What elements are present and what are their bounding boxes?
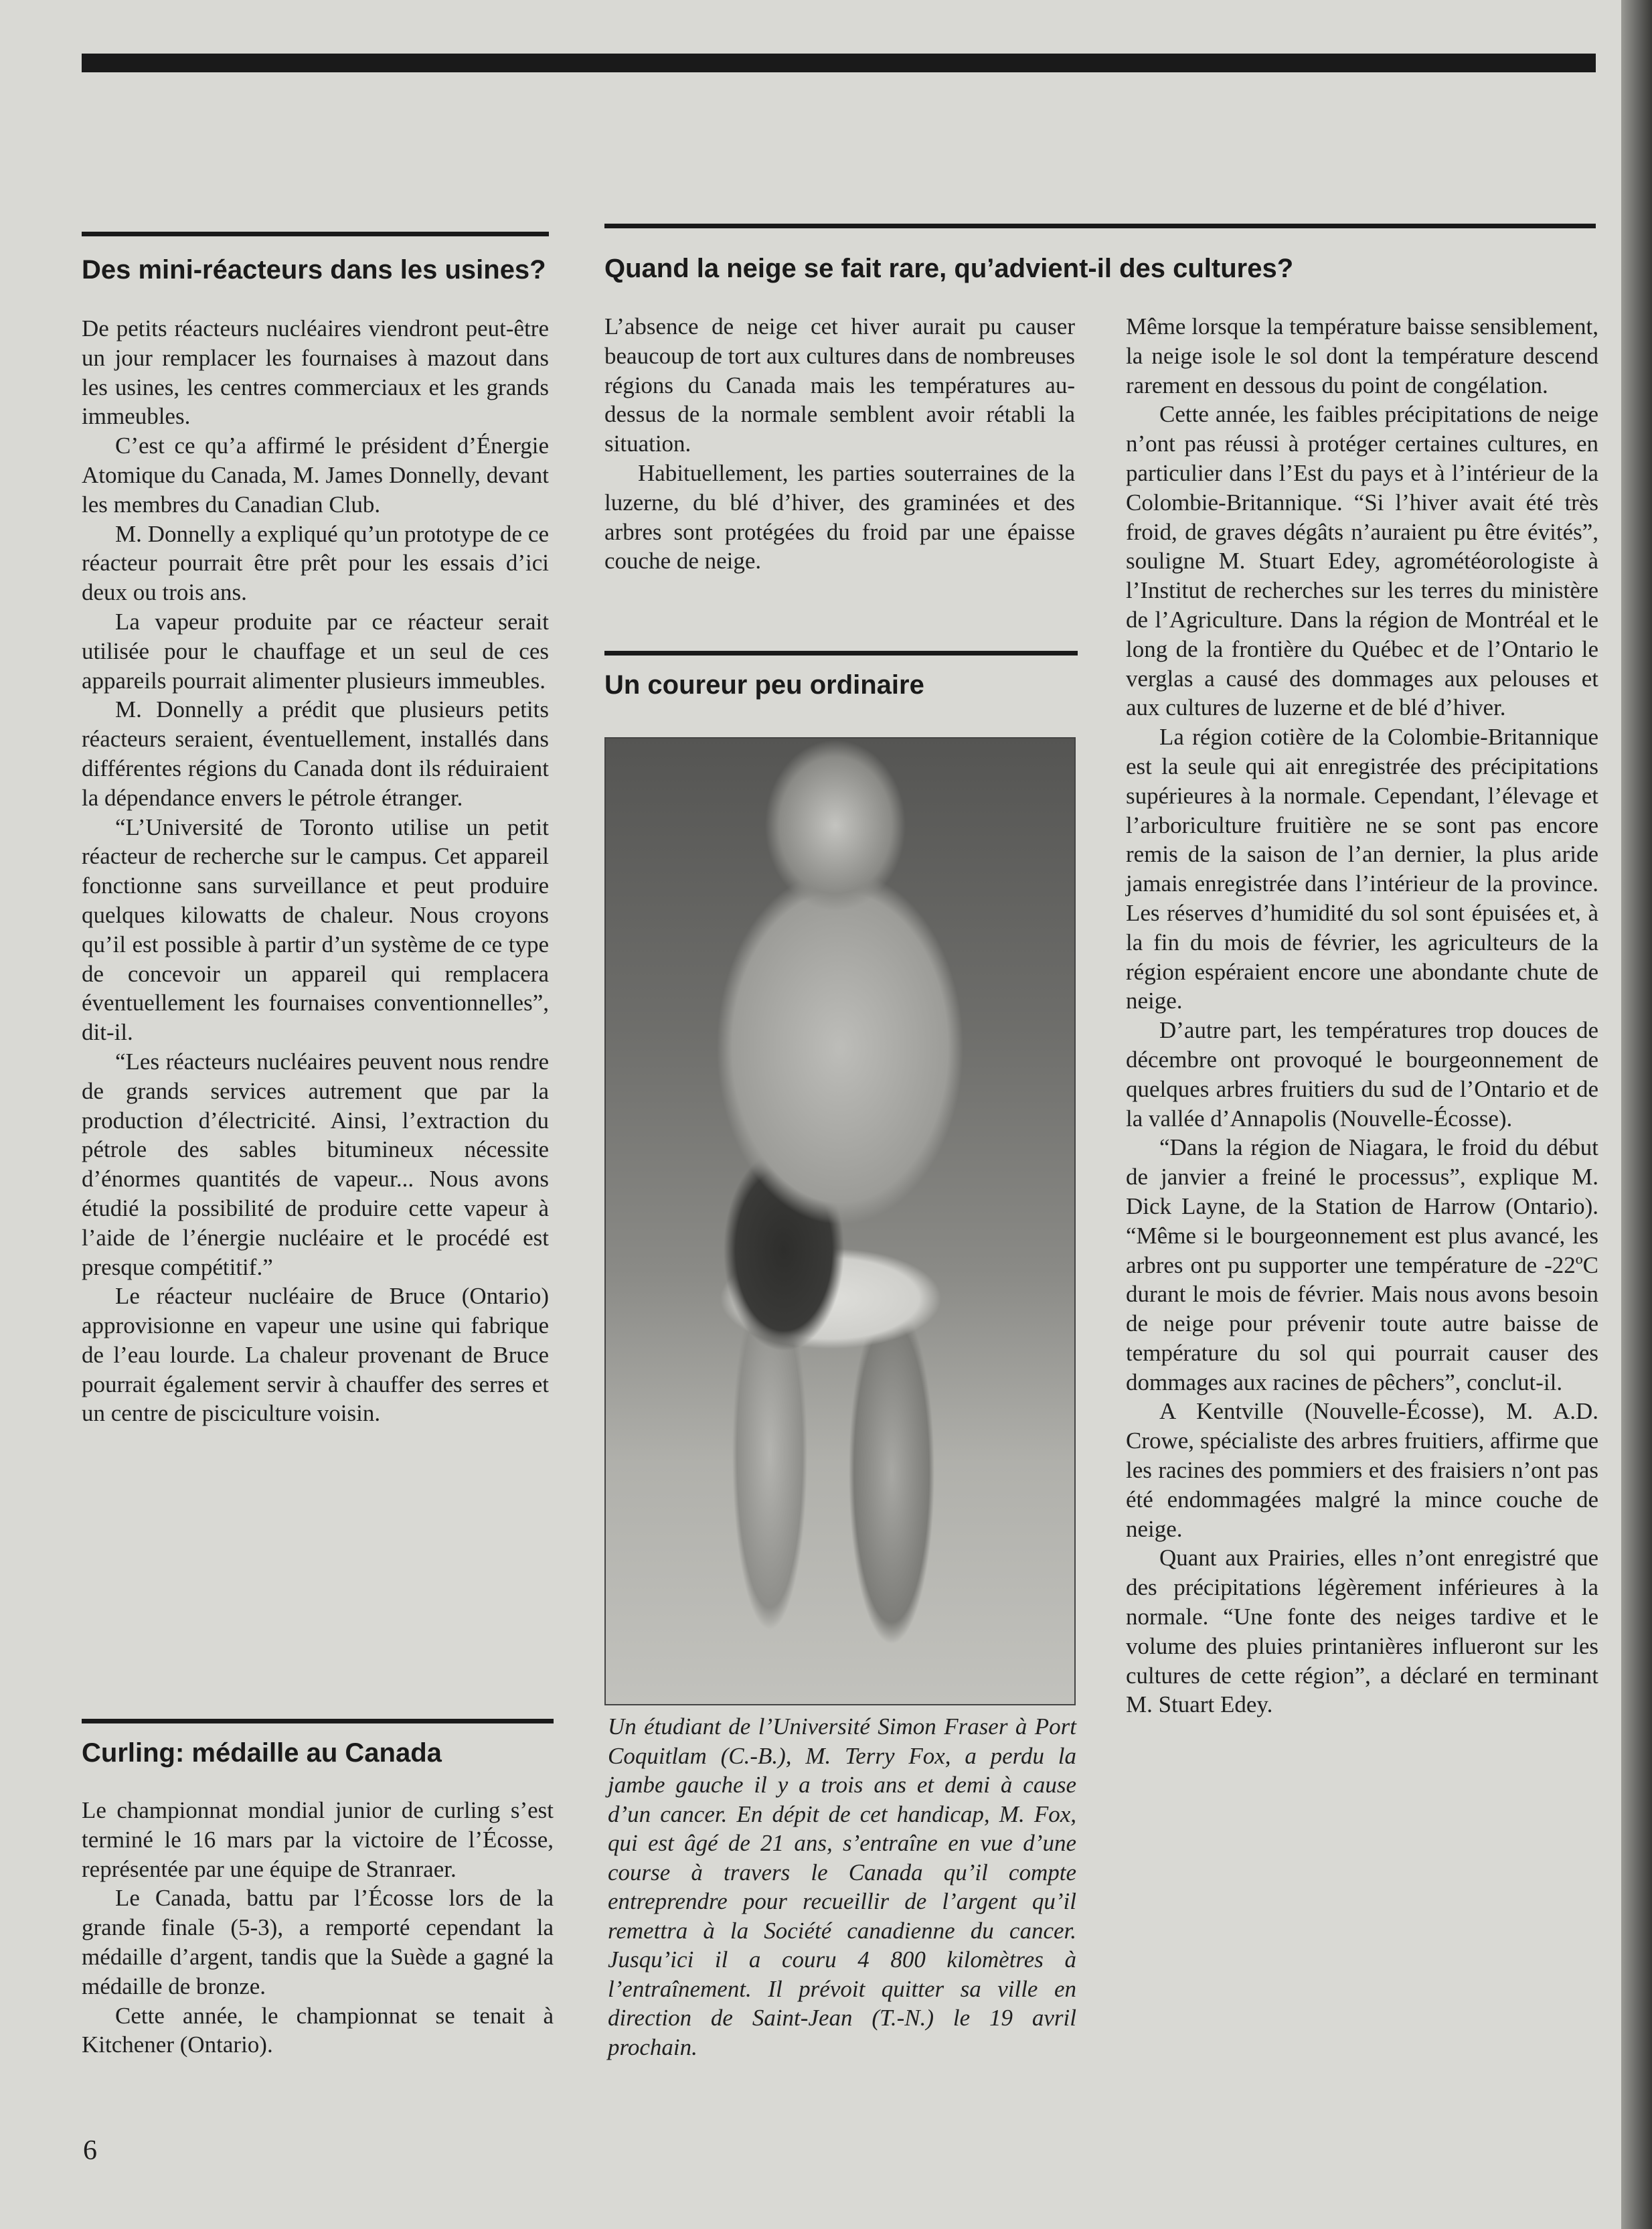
paragraph: D’autre part, les températures trop douces de décembre ont provoqué le bourgeonnement de quelques arbres fruitiers du sud de l’Ontario et de la vallée d’Annapolis (Nouvelle-Écosse).	[1126, 1017, 1598, 1132]
paragraph: Cette année, le championnat se tenait à Kitchener (Ontario).	[82, 2002, 554, 2058]
paragraph: La vapeur produite par ce réacteur serait utilisée pour le chauffage et un seul de ces appareils pourrait alimenter plusieurs immeubles.	[82, 608, 549, 694]
headline-reactors: Des mini-réacteurs dans les usines?	[82, 255, 546, 285]
headline-rule	[82, 1719, 554, 1723]
paragraph: “Dans la région de Niagara, le froid du début de janvier a freiné le processus”, explique M. Dick Layne, de la Station de Harrow (Ontario). “Même si le bourgeonnement est plus avancé, les arbres ont pu supporter une température de -22ºC durant le mois de février. Mais nous avons besoin de neige pour prévenir toute autre baisse de température du sol qui pourrait causer des dommages aux racines de pêchers”, conclut-il.	[1126, 1134, 1598, 1395]
paragraph: C’est ce qu’a affirmé le président d’Énergie Atomique du Canada, M. James Donnelly, devant les membres du Canadian Club.	[82, 433, 549, 518]
paragraph: Le championnat mondial junior de curling s’est terminé le 16 mars par la victoire de l’Écosse, représentée par une équipe de Stranraer.	[82, 1797, 554, 1882]
paragraph: A Kentville (Nouvelle-Écosse), M. A.D. Crowe, spécialiste des arbres fruitiers, affirme que les racines des pommiers et des fraisiers n’ont pas été endommagées malgré la mince couche de neige.	[1126, 1398, 1598, 1542]
headline-rule	[604, 651, 1078, 656]
article-snow-col2	[1126, 312, 1598, 1719]
headline-rule	[604, 224, 1596, 228]
paragraph: La région cotière de la Colombie-Britannique est la seule qui ait enregistrée des précipitations supérieures à la normale. Cependant, l’élevage et l’arboriculture fruitière ne se sont pas encore remis de la saison de l’an dernier, la plus aride jamais enregistrée dans l’intérieur de la province. Les réserves d’humidité du sol sont épuisées et, à la fin du mois de février, les agriculteurs de la région espéraient encore une abondante chute de neige.	[1126, 724, 1598, 1014]
headline-runner: Un coureur peu ordinaire	[604, 670, 924, 700]
article-curling	[82, 1719, 554, 2060]
headline-snow: Quand la neige se fait rare, qu’advient-il des cultures?	[604, 254, 1294, 283]
paragraph: M. Donnelly a expliqué qu’un prototype de ce réacteur pourrait être prêt pour les essais d’ici deux ou trois ans.	[82, 520, 549, 606]
article-runner-header	[604, 651, 1078, 702]
paragraph: Le Canada, battu par l’Écosse lors de la grande finale (5-3), a remporté cependant la médaille d’argent, tandis que la Suède a gagné la médaille de bronze.	[82, 1885, 554, 1999]
paragraph: Le réacteur nucléaire de Bruce (Ontario) approvisionne en vapeur une usine qui fabrique de l’eau lourde. La chaleur provenant de Bruce pourrait également servir à chauffer des serres et un centre de pisciculture voisin.	[82, 1283, 549, 1427]
article-snow-header	[604, 224, 1596, 286]
photo-caption: Un étudiant de l’Université Simon Fraser à Port Coquitlam (C.-B.), M. Terry Fox, a perdu la jambe gauche il y a trois ans et demi à cause d’un cancer. En dépit de cet handicap, M. Fox, qui est âgé de 21 ans, s’entraîne en vue d’une course à travers le Canada qu’il compte entreprendre pour recueillir de l’argent qu’il remettra à la Société canadienne du cancer. Jusqu’ici il a couru 4 800 kilomètres à l’entraînement. Il prévoit quitter sa ville en direction de Saint-Jean (T.-N.) le 19 avril prochain.	[608, 1713, 1076, 2060]
paragraph: L’absence de neige cet hiver aurait pu causer beaucoup de tort aux cultures dans de nombreuses régions du Canada mais les températures au-dessus de la normale semblent avoir rétabli la situation.	[604, 313, 1075, 457]
paragraph: “Les réacteurs nucléaires peuvent nous rendre de grands services autrement que par la production d’électricité. Ainsi, l’extraction du pétrole des sables bitumineux nécessite d’énormes quantités de vapeur... Nous avons étudié la possibilité de produire cette vapeur à l’aide de l’énergie nucléaire et le procédé est presque compétitif.”	[82, 1048, 549, 1280]
paragraph: Cette année, les faibles précipitations de neige n’ont pas réussi à protéger certaines cultures, en particulier dans l’Est du pays et à l’intérieur de la Colombie-Britannique. “Si l’hiver avait été très froid, de graves dégâts n’auraient pu être évités”, souligne M. Stuart Edey, agrométéorologiste à l’Institut de recherches sur les terres du ministère de l’Agriculture. Dans la région de Montréal et le long de la frontière du Québec et de l’Ontario le verglas a causé des dommages aux pelouses et aux cultures de luzerne et de blé d’hiver.	[1126, 401, 1598, 721]
paragraph: Quant aux Prairies, elles n’ont enregistré que des précipitations légèrement inférieures à la normale. “Une fonte des neiges tardive et le volume des pluies printanières influeront sur les cultures de cette région”, a déclaré en terminant M. Stuart Edey.	[1126, 1545, 1598, 1718]
paragraph: Même lorsque la température baisse sensiblement, la neige isole le sol dont la température descend rarement en dessous du point de congélation.	[1126, 313, 1598, 398]
paragraph: Habituellement, les parties souterraines de la luzerne, du blé d’hiver, des graminées et des arbres sont protégées du froid par une épaisse couche de neige.	[604, 459, 1075, 574]
top-rule	[82, 54, 1596, 72]
headline-rule	[82, 232, 549, 236]
headline-curling: Curling: médaille au Canada	[82, 1738, 442, 1768]
paragraph: De petits réacteurs nucléaires viendront peut-être un jour remplacer les fournaises à mazout dans les usines, les centres commerciaux et les grands immeubles.	[82, 315, 549, 430]
page-binding-edge	[1621, 0, 1652, 2229]
paragraph: “L’Université de Toronto utilise un petit réacteur de recherche sur le campus. Cet appareil fonctionne sans surveillance et peut produire quelques kilowatts de chaleur. Nous croyons qu’il est possible à partir d’un système de ce type de concevoir un appareil qui remplacera éventuellement les fournaises conventionnelles”, dit-il.	[82, 814, 549, 1046]
paragraph: M. Donnelly a prédit que plusieurs petits réacteurs seraient, éventuellement, installés dans différentes régions du Canada dont ils réduiraient la dépendance envers le pétrole étranger.	[82, 696, 549, 811]
article-reactors	[82, 232, 549, 1428]
runner-photo	[604, 737, 1076, 1705]
article-snow-col1	[604, 312, 1075, 576]
page-number: 6	[83, 2135, 97, 2166]
